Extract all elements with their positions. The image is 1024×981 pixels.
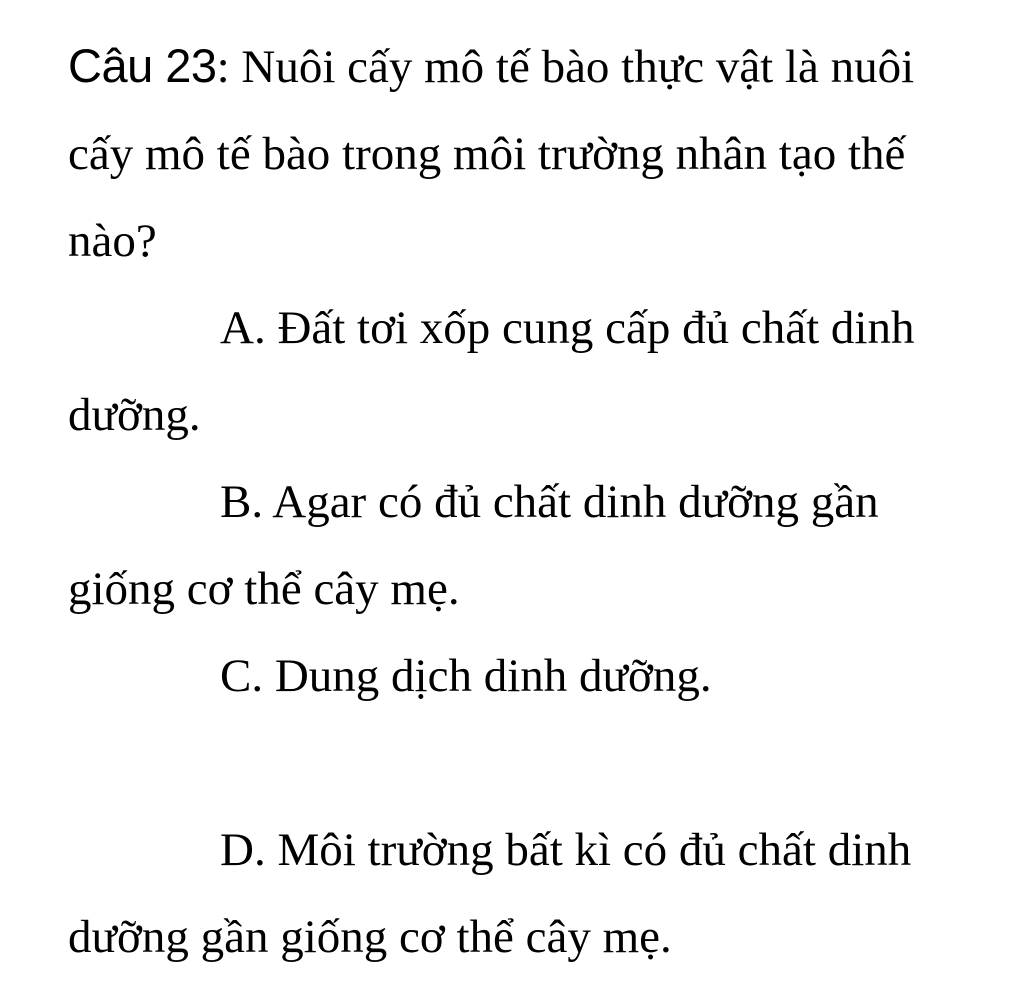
blank-line xyxy=(68,720,948,807)
question-label: Câu 23 xyxy=(68,39,217,92)
option-b: B. Agar có đủ chất dinh dưỡng gần giống cơ thể cây mẹ. xyxy=(68,476,879,615)
option-a: A. Đất tơi xốp cung cấp đủ chất dinh dưỡng. xyxy=(68,302,915,441)
question-block xyxy=(68,22,948,981)
question-stem xyxy=(68,22,948,285)
question-text: : Nuôi cấy mô tế bào thực vật là nuôi cấy mô tế bào trong môi trường nhân tạo thế nào? xyxy=(68,41,915,267)
option-d: D. Môi trường bất kì có đủ chất dinh dưỡng gần giống cơ thể cây mẹ. xyxy=(68,824,912,963)
option-c: C. Dung dịch dinh dưỡng. xyxy=(220,650,712,702)
